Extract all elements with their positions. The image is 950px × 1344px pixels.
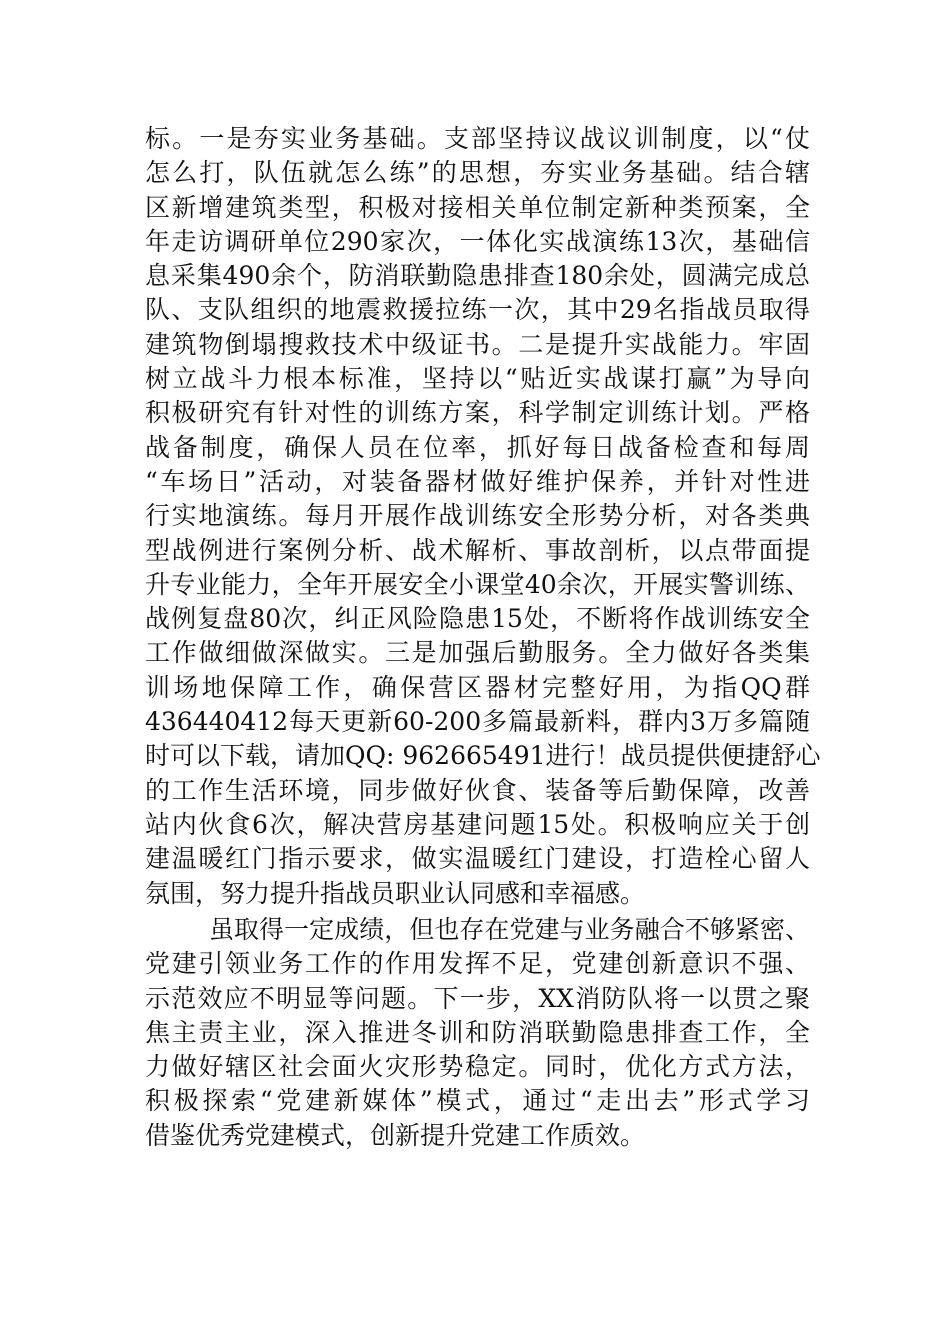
paragraph-line: 怎么打，队伍就怎么练”的思想，夯实业务基础。结合辖 (145, 158, 810, 188)
paragraph-2 (145, 913, 810, 1153)
paragraph-line: 建筑物倒塌搜救技术中级证书。二是提升实战能力。牢固 (145, 329, 810, 359)
paragraph-line: 示范效应不明显等问题。下一步，XX消防队将一以贯之聚 (145, 983, 810, 1013)
paragraph-line: 型战例进行案例分析、战术解析、事故剖析，以点带面提 (145, 535, 810, 565)
paragraph-line: 树立战斗力根本标准，坚持以“贴近实战谋打赢”为导向 (145, 364, 810, 394)
paragraph-line: 力做好辖区社会面火灾形势稳定。同时，优化方式方法， (145, 1052, 810, 1082)
paragraph-line: 积极探索“党建新媒体”模式，通过“走出去”形式学习 (145, 1086, 810, 1116)
paragraph-line: 训场地保障工作，确保营区器材完整好用，为指QQ群 (145, 672, 810, 702)
paragraph-1 (145, 122, 821, 911)
paragraph-line: 436440412每天更新60-200多篇最新料，群内3万多篇随 (145, 707, 810, 737)
paragraph-line: 战备制度，确保人员在位率，抓好每日战备检查和每周 (145, 432, 810, 462)
paragraph-line: 积极研究有针对性的训练方案，科学制定训练计划。严格 (145, 398, 810, 428)
paragraph-line: 队、支队组织的地震救援拉练一次，其中29名指战员取得 (145, 295, 810, 325)
paragraph-line: 的工作生活环境，同步做好伙食、装备等后勤保障，改善 (145, 775, 810, 805)
paragraph-line: 党建引领业务工作的作用发挥不足，党建创新意识不强、 (145, 949, 810, 979)
paragraph-line: 借鉴优秀党建模式，创新提升党建工作质效。 (145, 1120, 646, 1150)
paragraph-line: 行实地演练。每月开展作战训练安全形势分析，对各类典 (145, 501, 810, 531)
paragraph-line: 年走访调研单位290家次，一体化实战演练13次，基础信 (145, 226, 810, 256)
paragraph-line: 战例复盘80次，纠正风险隐患15处，不断将作战训练安全 (145, 604, 810, 634)
paragraph-line: “车场日”活动，对装备器材做好维护保养，并针对性进 (145, 466, 810, 496)
paragraph-line: 标。一是夯实业务基础。支部坚持议战议训制度，以“仗 (145, 124, 810, 153)
paragraph-line: 区新增建筑类型，积极对接相关单位制定新种类预案，全 (145, 192, 810, 222)
paragraph-line: 氛围，努力提升指战员职业认同感和幸福感。 (145, 878, 646, 908)
paragraph-line: 焦主责主业，深入推进冬训和防消联勤隐患排查工作，全 (145, 1017, 810, 1047)
paragraph-line: 时可以下载，请加QQ: 962665491进行！战员提供便捷舒心 (145, 741, 821, 771)
paragraph-line: 息采集490余个，防消联勤隐患排查180余处，圆满完成总 (145, 261, 810, 291)
paragraph-line: 建温暖红门指示要求，做实温暖红门建设，打造栓心留人 (145, 844, 810, 874)
paragraph-line: 站内伙食6次，解决营房基建问题15处。积极响应关于创 (145, 809, 810, 839)
paragraph-line: 升专业能力，全年开展安全小课堂40余次，开展实警训练、 (145, 569, 810, 599)
paragraph-line: 虽取得一定成绩，但也存在党建与业务融合不够紧密、 (145, 915, 810, 944)
paragraph-line: 工作做细做深做实。三是加强后勤服务。全力做好各类集 (145, 638, 810, 668)
